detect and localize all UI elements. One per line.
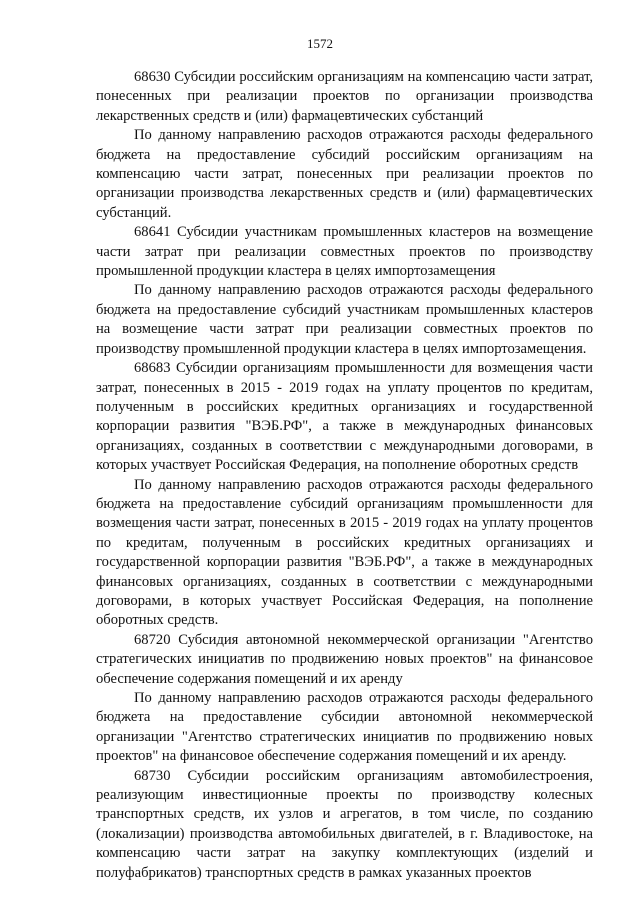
paragraph-68641-heading: 68641 Субсидии участникам промышленных кластеров на возмещение части затрат при реализации совместных проектов по производству промышленной продукции кластера в целях импортозамещения — [96, 224, 593, 280]
page-number: 1572 — [307, 36, 333, 51]
paragraph-68630-heading: 68630 Субсидии российским организациям на компенсацию части затрат, понесенных при реализации проектов по организации производства лекарственных средств и (или) фармацевтических субстанций — [96, 69, 593, 124]
paragraph-68630-description: По данному направлению расходов отражаются расходы федерального бюджета на предоставление субсидий российским организациям на компенсацию части затрат, понесенных при реализации проектов по организации производства лекарственных средств и (или) фармацевтических субстанций. — [96, 127, 593, 221]
paragraph-68683-description: По данному направлению расходов отражаются расходы федерального бюджета на предоставление субсидий организациям промышленности для возмещения части затрат, понесенных в 2015 - 2019 годах на уплату процентов по кредитам, полученным в российских кредитных организациях и государственной корпорации развития "ВЭБ.РФ", а также в международных финансовых организациях, созданных в соответствии с международными договорами, в которых участвует Российская Федерация, на пополнение оборотных средств. — [96, 476, 593, 629]
paragraph-68730-heading: 68730 Субсидии российским организациям автомобилестроения, реализующим инвестиционные проекты по производству колесных транспортных средств, их узлов и агрегатов, в том числе, по созданию (локализации) производства автомобильных двигателей, в г. Владивостоке, на компенсацию части затрат на закупку комплектующих (изделий и полуфабрикатов) транспортных средств в рамках указанных проектов — [96, 767, 593, 881]
paragraph-68683-heading: 68683 Субсидии организациям промышленности для возмещения части затрат, понесенных в 2015 - 2019 годах на уплату процентов по кредитам, полученным в российских кредитных организациях и государственной корпорации развития "ВЭБ.РФ", а также в международных финансовых организациях, созданных в соответствии с международными договорами, в которых участвует Российская Федерация, на пополнение оборотных средств — [96, 360, 593, 474]
document-body — [96, 68, 593, 883]
paragraph-68720-heading: 68720 Субсидия автономной некоммерческой организации "Агентство стратегических инициатив по продвижению новых проектов" на финансовое обеспечение содержания помещений и их аренду — [96, 631, 593, 687]
paragraph-68720-description: По данному направлению расходов отражаются расходы федерального бюджета на предоставление субсидии автономной некоммерческой организации "Агентство стратегических инициатив по продвижению новых проектов" на финансовое обеспечение содержания помещений и их аренду. — [96, 690, 593, 765]
paragraph-68641-description: По данному направлению расходов отражаются расходы федерального бюджета на предоставление субсидий участникам промышленных кластеров на возмещение части затрат при реализации совместных проектов по производству промышленной продукции кластера в целях импортозамещения. — [96, 282, 593, 357]
